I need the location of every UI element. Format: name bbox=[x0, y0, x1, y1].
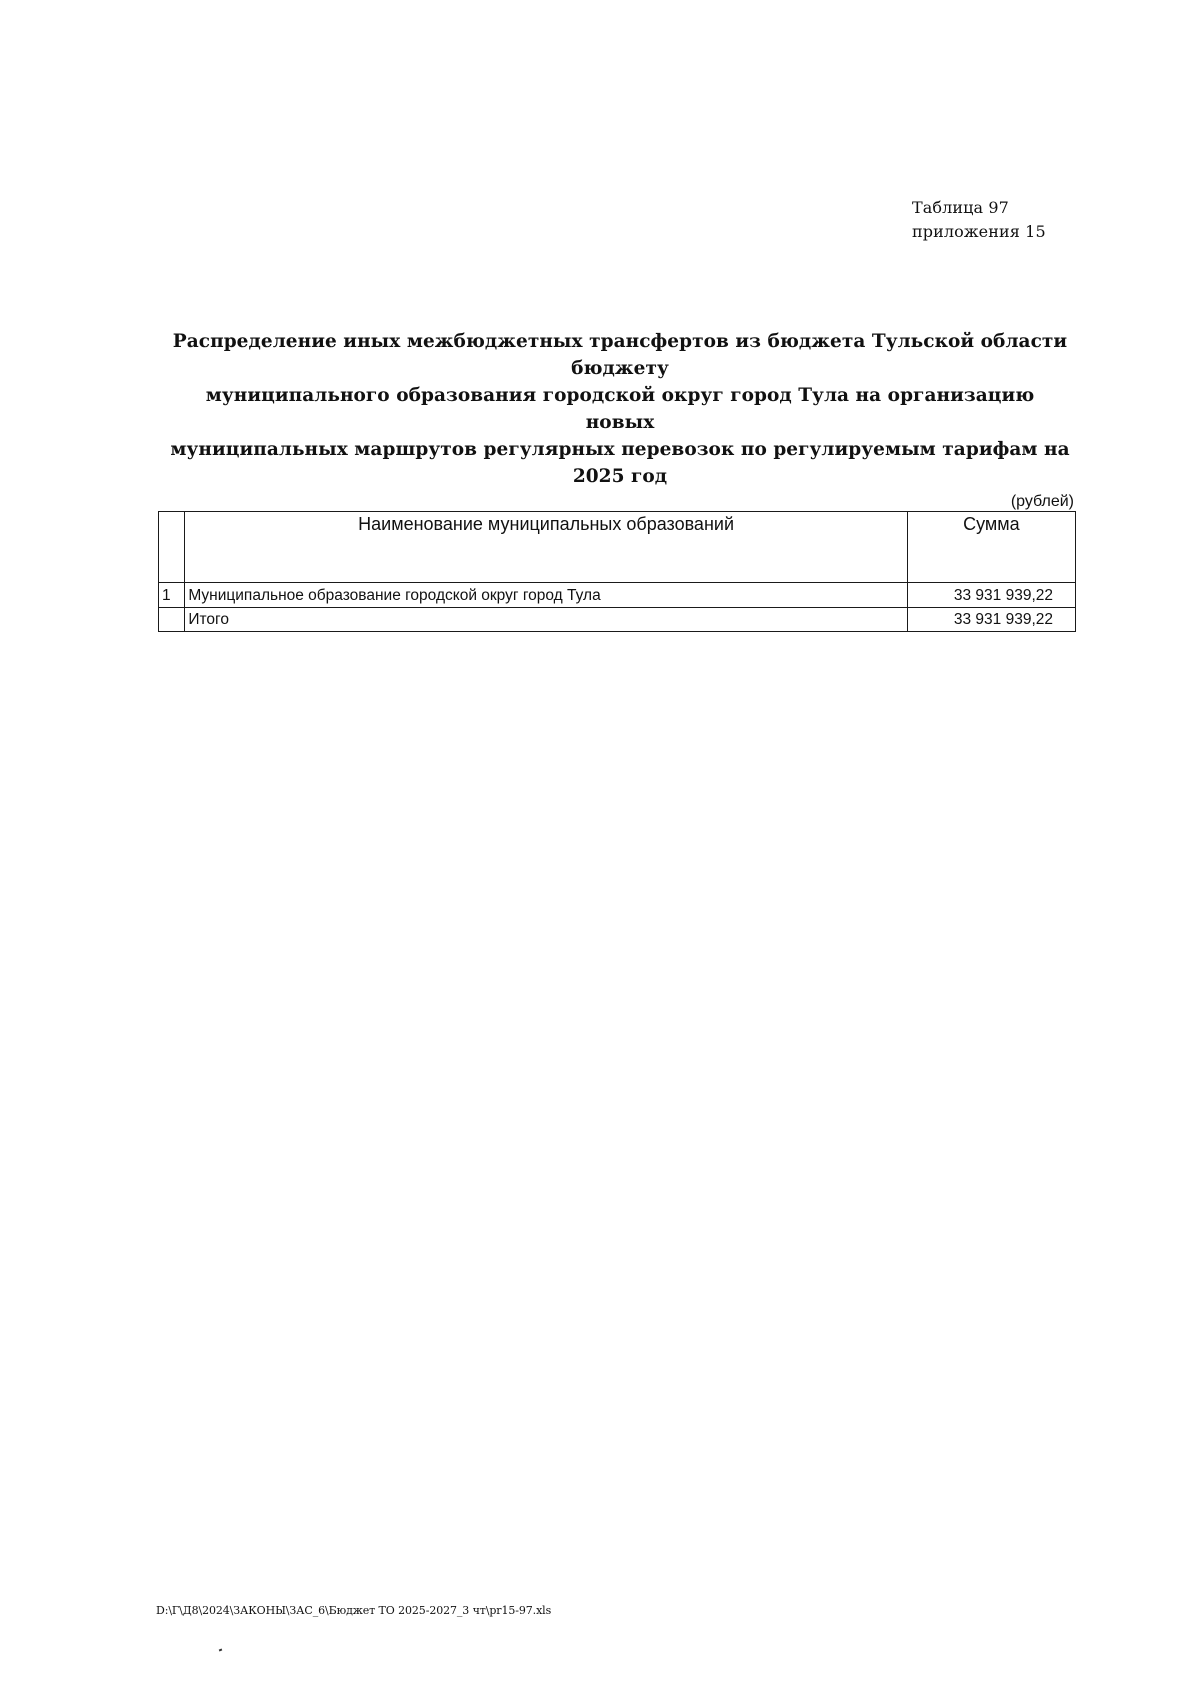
appendix-number: приложения 15 bbox=[912, 222, 1046, 241]
header-sum: Сумма bbox=[907, 512, 1075, 583]
table-number: Таблица 97 bbox=[912, 198, 1009, 217]
table-header-row bbox=[159, 512, 1076, 583]
scan-speck bbox=[219, 1649, 223, 1652]
row-sum: 33 931 939,22 bbox=[907, 583, 1075, 608]
row-number: 1 bbox=[159, 583, 185, 608]
table-total-row bbox=[159, 608, 1076, 632]
table-row bbox=[159, 583, 1076, 608]
header-name: Наименование муниципальных образований bbox=[185, 512, 907, 583]
document-title bbox=[170, 328, 1070, 490]
total-number bbox=[159, 608, 185, 632]
total-sum: 33 931 939,22 bbox=[907, 608, 1075, 632]
units-label: (рублей) bbox=[1010, 493, 1074, 510]
table-reference bbox=[912, 196, 1046, 244]
title-line-1: Распределение иных межбюджетных трансфертов из бюджета Тульской области бюджету bbox=[172, 331, 1068, 379]
header-number bbox=[159, 512, 185, 583]
title-line-3: муниципальных маршрутов регулярных перевозок по регулируемым тарифам на 2025 год bbox=[170, 439, 1070, 487]
file-path-footer: D:\Г\Д8\2024\ЗАКОНЫ\ЗАС_6\Бюджет ТО 2025-2027_3 чт\pr15-97.xls bbox=[156, 1604, 552, 1617]
transfers-table bbox=[158, 511, 1076, 632]
title-line-2: муниципального образования городской округ город Тула на организацию новых bbox=[205, 385, 1035, 433]
total-label: Итого bbox=[185, 608, 907, 632]
row-name: Муниципальное образование городской округ город Тула bbox=[185, 583, 907, 608]
